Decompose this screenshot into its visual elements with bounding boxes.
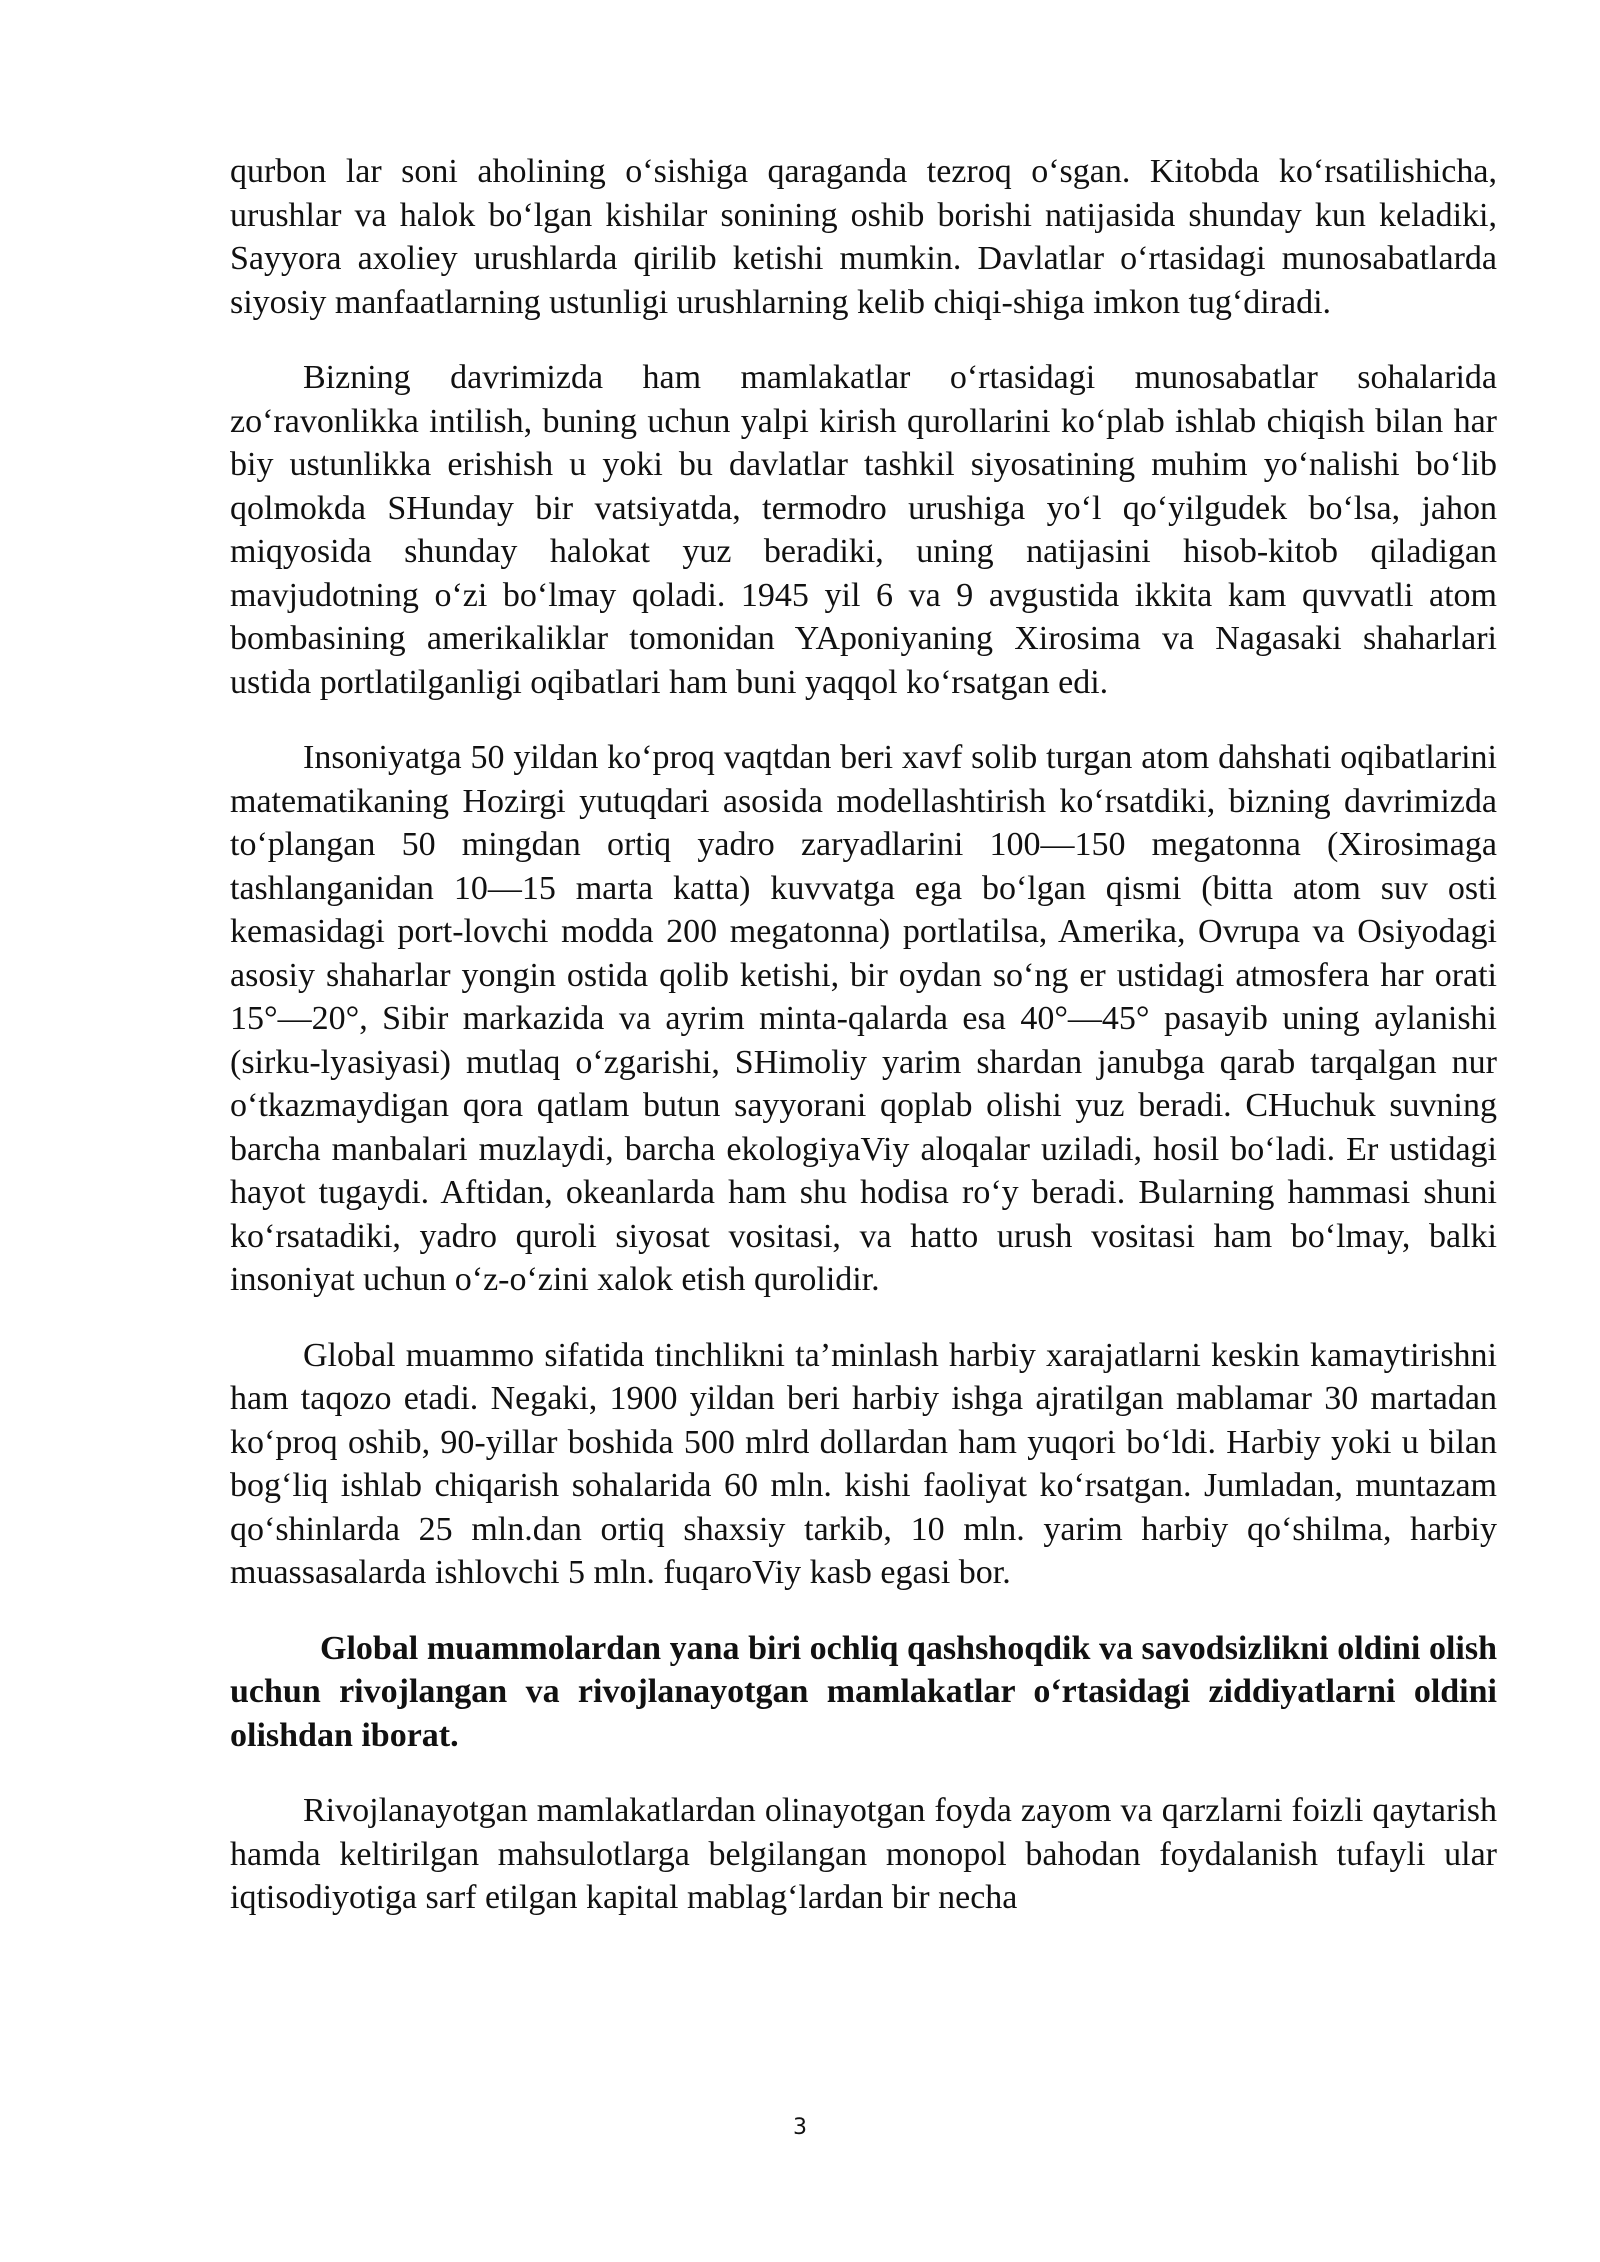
paragraph-developing-countries: Rivojlanayotgan mamlakatlardan olinayotgan foyda zayom va qarzlarni foizli qaytarish hamda keltirilgan mahsulotlarga belgilangan monopol bahodan foydalanish tufayli ular iqtisodiyotiga sarf etilgan kapital mablag‘lardan bir necha [230,1792,1497,1916]
paragraph-modern-era: Bizning davrimizda ham mamlakatlar o‘rtasidagi munosabatlar sohalarida zo‘ravonlikka intilish, buning uchun yalpi kirish qurollarini ko‘plab ishlab chiqish bilan har biy ustunlikka erishish u yoki bu davlatlar tashkil siyosatining muhim yo‘nalishi bo‘lib qolmokda SHunday bir vatsiyatda, termodro urushiga yo‘l qo‘yilgudek bo‘lsa, jahon miqyosida shunday halokat yuz beradiki, uning natijasini hisob-kitob qiladigan mavjudotning o‘zi bo‘lmay qoladi. 1945 yil 6 va 9 avgustida ikkita kam quvvatli atom bombasining amerikaliklar tomonidan YAponiyaning Xirosima va Nagasaki shaharlari ustida portlatilganligi oqibatlari ham buni yaqqol ko‘rsatgan edi. [230,359,1497,701]
paragraph-military-spending: Global muammo sifatida tinchlikni ta’minlash harbiy xarajatlarni keskin kamaytirishni ham taqozo etadi. Negaki, 1900 yildan beri harbiy ishga ajratilgan mablamar 30 martadan ko‘proq oshib, 90-yillar boshida 500 mlrd dollardan ham yuqori bo‘ldi. Harbiy yoki u bilan bog‘liq ishlab chiqarish sohalarida 60 mln. kishi faoliyat ko‘rsatgan. Jumladan, muntazam qo‘shinlarda 25 mln.dan ortiq shaxsiy tarkib, 10 mln. yarim harbiy qo‘shilma, harbiy muassasalarda ishlovchi 5 mln. fuqaroViy kasb egasi bor. [230,1336,1497,1591]
paragraph-continuation: qurbon lar soni aholining o‘sishiga qaraganda tezroq o‘sgan. Kitobda ko‘rsatilishicha, urushlar va halok bo‘lgan kishilar sonining oshib borishi natijasida shunday kun keladiki, Sayyora axoliey urushlarda qirilib ketishi mumkin. Davlatlar o‘rtasidagi munosabatlarda siyosiy manfaatlarning ustunligi urushlarning kelib chiqi-shiga imkon tug‘diradi. [230,153,1497,321]
paragraph-atomic-threat: Insoniyatga 50 yildan ko‘proq vaqtdan beri xavf solib turgan atom dahshati oqibatlarini matematikaning Hozirgi yutuqdari asosida modellashtirish ko‘rsatdiki, bizning davrimizda to‘plangan 50 mingdan ortiq yadro zaryadlarini 100—150 megatonna (Xirosimaga tashlanganidan 10—15 marta katta) kuvvatga ega bo‘lgan qismi (bitta atom suv osti kemasidagi port-lovchi modda 200 megatonna) portlatilsa, Amerika, Ovrupa va Osiyodagi asosiy shaharlar yongin ostida qolib ketishi, bir oydan so‘ng er ustidagi atmosfera har orati 15°—20°, Sibir markazida va ayrim minta-qalarda esa 40°—45° pasayib uning aylanishi (sirku-lyasiyasi) mutlaq o‘zgarishi, SHimoliy yarim shardan janubga qarab tarqalgan nur o‘tkazmaydigan qora qatlam butun sayyorani qoplab olishi yuz beradi. CHuchuk suvning barcha manbalari muzlaydi, barcha ekologiyaViy aloqalar uziladi, hosil bo‘ladi. Er ustidagi hayot tugaydi. Aftidan, okeanlarda ham shu hodisa ro‘y beradi. Bularning hammasi shuni ko‘rsatadiki, yadro quroli siyosat vositasi, va hatto urush vositasi ham bo‘lmay, balki insoniyat uchun o‘z-o‘zini xalok etish qurolidir. [230,739,1497,1298]
section-heading-global-problems: Global muammolardan yana biri ochliq qashshoqdik va savodsizlikni oldini olish uchun rivojlangan va rivojlanayotgan mamlakatlar o‘rtasidagi ziddiyatlarni oldini olishdan iborat. [230,1629,1497,1754]
page-number: 3 [793,2115,807,2140]
document-body [230,150,1497,1952]
